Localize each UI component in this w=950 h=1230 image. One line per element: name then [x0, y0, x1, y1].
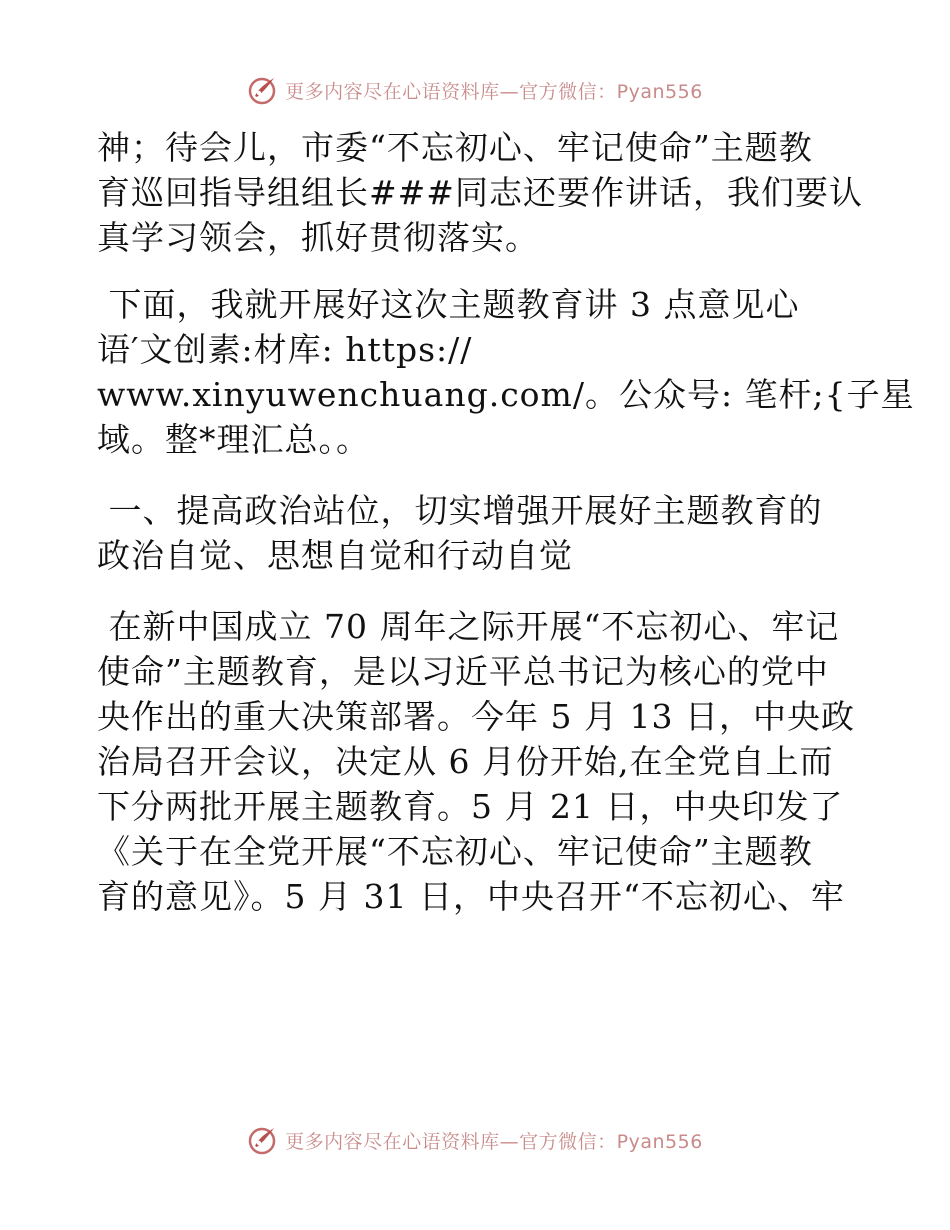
brush-logo-icon: [247, 1124, 279, 1156]
text-line: 央作出的重大决策部署。今年 5 月 13 日，中央政: [97, 697, 855, 736]
footer-watermark-text: 更多内容尽在心语资料库—官方微信：Pyan556: [285, 1130, 703, 1153]
text-line: 使命”主题教育，是以习近平总书记为核心的党中: [97, 652, 829, 691]
header-watermark: [0, 70, 950, 110]
text-line: 在新中国成立 70 周年之际开展“不忘初心、牢记: [97, 607, 840, 646]
text-line: 一、提高政治站位，切实增强开展好主题教育的: [97, 491, 823, 530]
text-line: 语′文创素:材库: https://: [97, 330, 473, 369]
text-line: 《关于在全党开展“不忘初心、牢记使命”主题教: [97, 832, 813, 871]
paragraph: [97, 604, 857, 919]
text-line: 神；待会儿，市委“不忘初心、牢记使命”主题教: [97, 128, 813, 167]
paragraph: [97, 282, 915, 462]
text-line: 育巡回指导组组长###同志还要作讲话，我们要认: [97, 173, 863, 212]
footer-watermark: [0, 1120, 950, 1160]
text-line: 育的意见》。5 月 31 日，中央召开“不忘初心、牢: [97, 877, 845, 916]
text-line: 下面，我就开展好这次主题教育讲 3 点意见心: [97, 285, 800, 324]
section-heading: [97, 488, 857, 578]
header-watermark-text: 更多内容尽在心语资料库—官方微信：Pyan556: [285, 80, 703, 103]
text-line: 真学习领会，抓好贯彻落实。: [97, 218, 539, 257]
paragraph: [97, 125, 863, 260]
brush-logo-icon: [247, 74, 279, 106]
text-line: 治局召开会议，决定从 6 月份开始,在全党自上而: [97, 742, 834, 781]
text-line: 政治自觉、思想自觉和行动自觉: [97, 536, 573, 575]
text-line: 下分两批开展主题教育。5 月 21 日，中央印发了: [97, 787, 844, 826]
text-line: 域。整*理汇总。。: [97, 420, 370, 459]
text-line: www.xinyuwenchuang.com/。公众号: 笔杆;{子星: [97, 375, 915, 414]
body-text: [97, 125, 915, 919]
